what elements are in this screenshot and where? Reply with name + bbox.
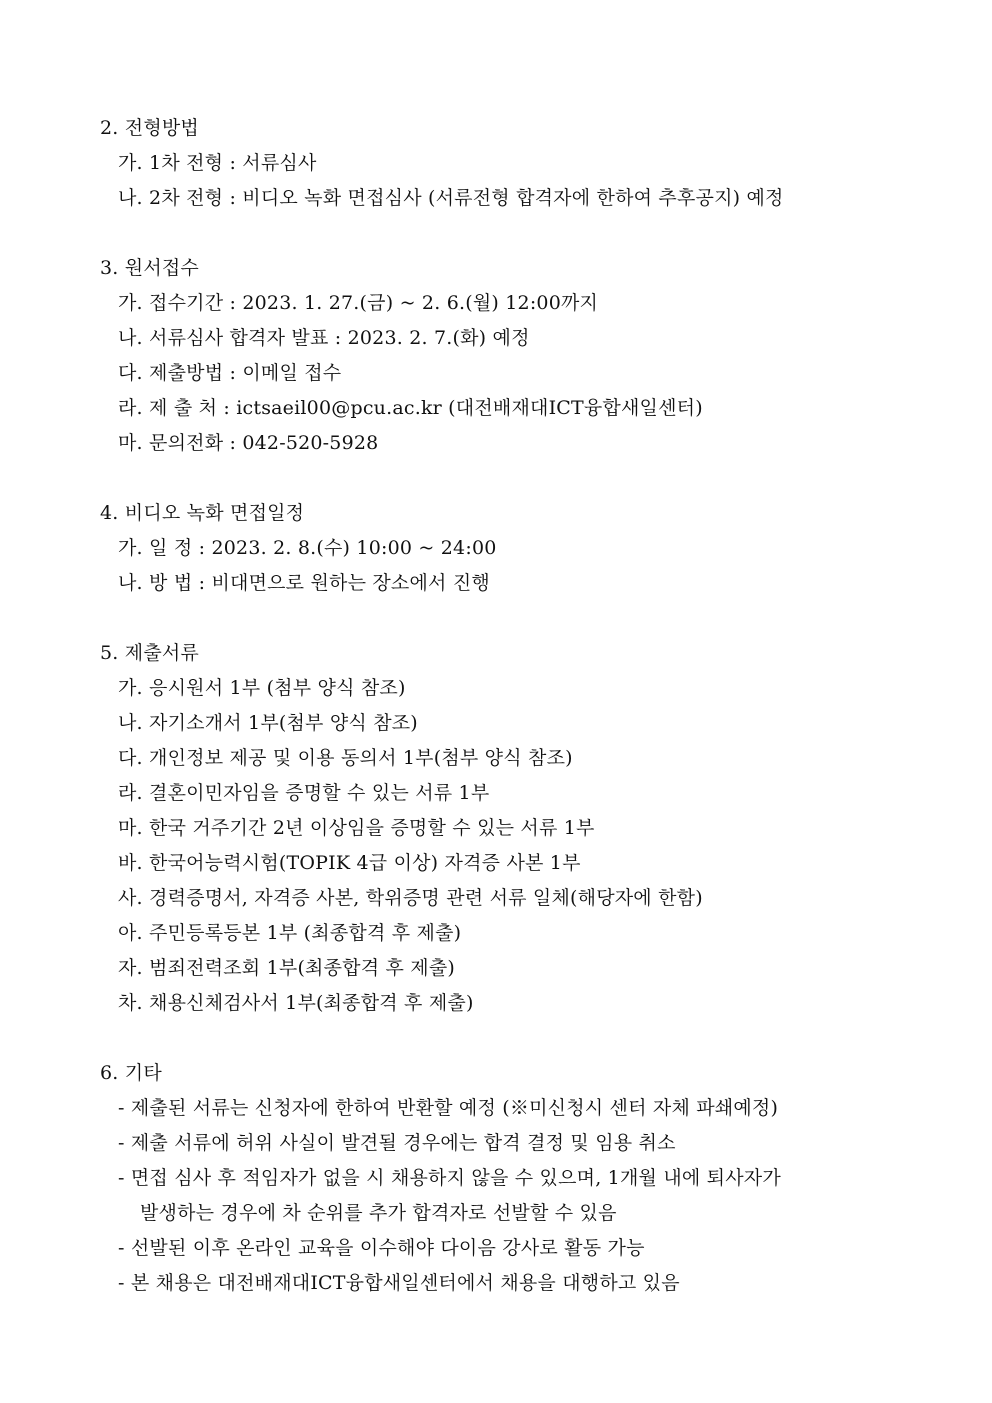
list-item: 가. 접수기간 : 2023. 1. 27.(금) ~ 2. 6.(월) 12:00까지 bbox=[118, 292, 599, 314]
section-heading: 2. 전형방법 bbox=[100, 117, 199, 139]
list-item: 마. 한국 거주기간 2년 이상임을 증명할 수 있는 서류 1부 bbox=[118, 817, 595, 839]
section-heading: 6. 기타 bbox=[100, 1062, 162, 1084]
section-heading: 5. 제출서류 bbox=[100, 642, 199, 664]
section-interview-schedule bbox=[100, 496, 900, 601]
bullet-item: - 본 채용은 대전배재대ICT융합새일센터에서 채용을 대행하고 있음 bbox=[118, 1272, 680, 1294]
list-item: 나. 자기소개서 1부(첨부 양식 참조) bbox=[118, 712, 418, 734]
list-item: 나. 2차 전형 : 비디오 녹화 면접심사 (서류전형 합격자에 한하여 추후공지) 예정 bbox=[118, 187, 784, 209]
list-item: 다. 개인정보 제공 및 이용 동의서 1부(첨부 양식 참조) bbox=[118, 747, 573, 769]
section-heading: 4. 비디오 녹화 면접일정 bbox=[100, 502, 305, 524]
bullet-item: - 제출된 서류는 신청자에 한하여 반환할 예정 (※미신청시 센터 자체 파쇄예정) bbox=[118, 1097, 779, 1119]
section-other bbox=[100, 1056, 900, 1301]
bullet-item: - 선발된 이후 온라인 교육을 이수해야 다이음 강사로 활동 가능 bbox=[118, 1237, 645, 1259]
list-item: 아. 주민등록등본 1부 (최종합격 후 제출) bbox=[118, 922, 462, 944]
list-item: 사. 경력증명서, 자격증 사본, 학위증명 관련 서류 일체(해당자에 한함) bbox=[118, 887, 703, 909]
document-page bbox=[100, 111, 900, 1336]
section-application bbox=[100, 251, 900, 461]
list-item: 다. 제출방법 : 이메일 접수 bbox=[118, 362, 342, 384]
list-item: 라. 결혼이민자임을 증명할 수 있는 서류 1부 bbox=[118, 782, 490, 804]
bullet-item: - 면접 심사 후 적임자가 없을 시 채용하지 않을 수 있으며, 1개월 내에 퇴사자가 bbox=[118, 1167, 781, 1189]
list-item: 가. 일 정 : 2023. 2. 8.(수) 10:00 ~ 24:00 bbox=[118, 537, 497, 559]
list-item: 바. 한국어능력시험(TOPIK 4급 이상) 자격증 사본 1부 bbox=[118, 852, 581, 874]
section-documents bbox=[100, 636, 900, 1021]
section-heading: 3. 원서접수 bbox=[100, 257, 199, 279]
list-item: 나. 방 법 : 비대면으로 원하는 장소에서 진행 bbox=[118, 572, 490, 594]
bullet-continuation: 발생하는 경우에 차 순위를 추가 합격자로 선발할 수 있음 bbox=[140, 1202, 617, 1224]
section-selection-method bbox=[100, 111, 900, 216]
list-item: 나. 서류심사 합격자 발표 : 2023. 2. 7.(화) 예정 bbox=[118, 327, 530, 349]
list-item: 차. 채용신체검사서 1부(최종합격 후 제출) bbox=[118, 992, 474, 1014]
list-item: 가. 응시원서 1부 (첨부 양식 참조) bbox=[118, 677, 406, 699]
list-item-phone: 마. 문의전화 : 042-520-5928 bbox=[118, 432, 379, 454]
list-item: 자. 범죄전력조회 1부(최종합격 후 제출) bbox=[118, 957, 456, 979]
list-item: 가. 1차 전형 : 서류심사 bbox=[118, 152, 317, 174]
list-item-email: 라. 제 출 처 : ictsaeil00@pcu.ac.kr (대전배재대ICT융합새일센터) bbox=[118, 397, 703, 419]
bullet-item: - 제출 서류에 허위 사실이 발견될 경우에는 합격 결정 및 임용 취소 bbox=[118, 1132, 676, 1154]
